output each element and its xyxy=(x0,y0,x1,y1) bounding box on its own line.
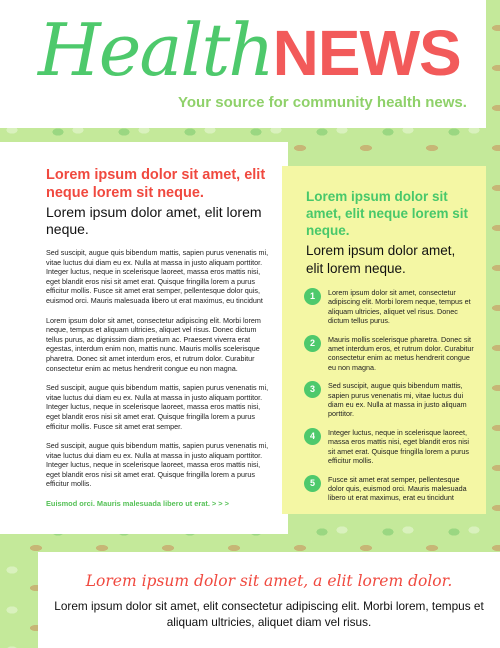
list-item xyxy=(306,288,474,326)
main-heading: Lorem ipsum dolor sit amet, elit neque lorem sit neque. xyxy=(46,167,266,201)
article-paragraph-2: Lorem ipsum dolor sit amet, consectetur adipiscing elit. Morbi lorem neque, tempus et aliquam ultricies, aliquet vel risus. Donec dictum tellus purus, ac dignissim diam pretium ac. Praesent viverra erat egestas, interdum enim non, mattis nunc. Mauris mollis scelerisque pharetra. Donec sit amet interdum eros, et rutrum dolor. Curabitur consectetur enim ac metus hendrerit congue eu non magna. xyxy=(46,315,261,373)
number-badge: 3 xyxy=(304,381,321,398)
list-item-text: Lorem ipsum dolor sit amet, consectetur adipiscing elit. Morbi lorem neque, tempus et aliquam ultricies, aliquet vel risus. Donec dictum tellus purus. xyxy=(328,288,471,326)
article-paragraph-3: Sed suscipit, augue quis bibendum mattis, sapien purus venenatis mi, vitae luctus dui diam eu ex. Nulla at massa in justo aliquam porttitor. Integer luctus, neque in scelerisque laoreet, massa eros mattis nisi, eget blandit eros nisi sit amet erat. Quisque fringilla lorem a purus efficitur mollis. Fusce sit amet erat semper. xyxy=(46,383,269,431)
sidebar-panel xyxy=(282,166,486,514)
article-paragraph-1: Sed suscipit, augue quis bibendum mattis, sapien purus venenatis mi, vitae luctus dui diam eu ex. Nulla at massa in justo aliquam porttitor. Integer luctus, neque in scelerisque laoreet, massa eros mattis nisi, eget blandit eros nisi sit amet erat. Quisque fringilla lorem a purus efficitur mollis. Fusce sit amet erat semper, pellentesque dolor quis, euismod orci. Mauris malesuada libero ut erat maximus, eu tincidunt xyxy=(46,248,269,305)
article-paragraph-4: Sed suscipit, augue quis bibendum mattis, sapien purus venenatis mi, vitae luctus dui diam eu ex. Nulla at massa in justo aliquam porttitor. Integer luctus, neque in scelerisque laoreet, massa eros mattis nisi, eget blandit eros nisi sit amet erat. Quisque fringilla lorem a purus efficitur mollis. xyxy=(46,441,269,489)
title-health: Health xyxy=(38,8,273,92)
read-more-link[interactable]: Euismod orci. Mauris malesuada libero ut erat. > > > xyxy=(46,499,229,509)
number-badge: 2 xyxy=(304,335,321,352)
list-item xyxy=(306,381,474,419)
footer-callout xyxy=(38,552,500,648)
numbered-list xyxy=(306,288,474,503)
main-subheading: Lorem ipsum dolor amet, elit lorem neque. xyxy=(46,204,262,237)
main-article-content xyxy=(46,166,272,508)
masthead xyxy=(0,0,486,128)
list-item xyxy=(306,335,474,373)
sidebar-content xyxy=(306,188,474,512)
sidebar-subheading: Lorem ipsum dolor amet, elit lorem neque. xyxy=(306,243,456,276)
number-badge: 1 xyxy=(304,288,321,305)
footer-body: Lorem ipsum dolor sit amet, elit consectetur adipiscing elit. Morbi lorem, tempus et aliquam ultricies, aliquet diam vel risus. xyxy=(54,599,484,629)
list-item xyxy=(306,475,474,503)
number-badge: 5 xyxy=(304,475,321,492)
newsletter-title xyxy=(38,10,461,93)
list-item xyxy=(306,428,474,466)
list-item-text: Integer luctus, neque in scelerisque laoreet, massa eros mattis nisi, eget blandit eros nisi sit amet erat. Quisque fringilla lorem a purus efficitur mollis. xyxy=(328,427,470,466)
sidebar-heading: Lorem ipsum dolor sit amet, elit neque lorem sit neque. xyxy=(306,189,469,238)
title-news: NEWS xyxy=(272,17,461,89)
list-item-text: Sed suscipit, augue quis bibendum mattis, sapien purus venenatis mi, vitae luctus dui diam eu ex. Nulla at massa in justo aliquam porttitor. xyxy=(328,381,467,419)
tagline: Your source for community health news. xyxy=(178,94,467,111)
number-badge: 4 xyxy=(304,428,321,445)
footer-heading: Lorem ipsum dolor sit amet, a elit lorem dolor. xyxy=(85,572,453,590)
list-item-text: Mauris mollis scelerisque pharetra. Donec sit amet interdum eros, et rutrum dolor. Curabitur consectetur enim ac metus hendrerit congue eu non magna. xyxy=(328,334,474,372)
main-article xyxy=(0,142,288,534)
list-item-text: Fusce sit amet erat semper, pellentesque dolor quis, euismod orci. Mauris malesuada libero ut erat maximus, erat eu tincidunt xyxy=(328,474,467,503)
